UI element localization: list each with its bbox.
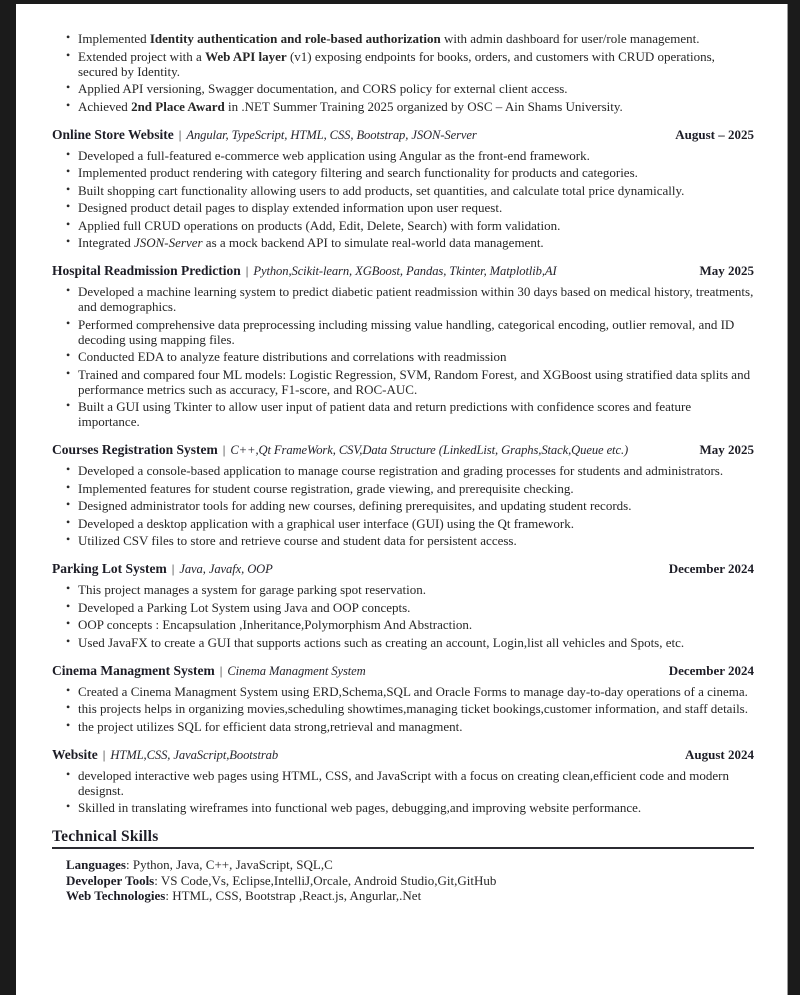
title-separator: | (178, 126, 182, 142)
text-segment: Achieved (78, 98, 132, 114)
project-title-line (52, 747, 685, 763)
project-date: May 2025 (699, 263, 754, 278)
project-entry (52, 663, 754, 734)
text-segment: Developed a console-based application to manage course registration and grading processes for students and administrators. (78, 463, 724, 478)
project-entry (52, 747, 754, 816)
intro-bullet-list (52, 31, 754, 114)
project-title-line (52, 561, 669, 577)
text-segment: Performed comprehensive data preprocessing including missing value handling, categorical encoding, outlier removal, and ID decoding using mapping files. (78, 316, 735, 347)
text-segment: Trained and compared four ML models: Logistic Regression, SVM, Random Forest, and XGBoost using stratified data splits and performance metrics such as accuracy, F1-score, and ROC-AUC. (78, 366, 751, 397)
text-segment: Identity authentication and role-based authorization (149, 31, 441, 46)
title-separator: | (219, 662, 223, 678)
text-segment: Applied full CRUD operations on products (Add, Edit, Delete, Search) with form validation. (78, 217, 561, 233)
skills-label: Web Technologies (66, 888, 166, 903)
skills-value: HTML, CSS, Bootstrap ,React.js, Angurlar,.Net (172, 888, 422, 903)
text-segment: Implemented features for student course registration, grade viewing, and prerequisite checking. (78, 480, 574, 496)
bullet-item (66, 31, 754, 46)
bullet-item (66, 463, 754, 478)
skills-value: VS Code,Vs, Eclipse,IntelliJ,Orcale, Android Studio,Git,GitHub (160, 872, 497, 888)
bullet-item (66, 684, 754, 699)
skills-label: Developer Tools (66, 872, 155, 888)
project-date: December 2024 (668, 561, 754, 576)
project-entry (52, 442, 754, 548)
project-date: December 2024 (668, 662, 754, 678)
project-title: Hospital Readmission Prediction (52, 263, 241, 278)
title-separator: | (245, 263, 249, 278)
bullet-item (66, 148, 754, 163)
bullet-item (66, 317, 754, 347)
text-segment: in .NET Summer Training 2025 organized by OSC – Ain Shams University. (224, 98, 623, 114)
project-bullet-list (52, 148, 754, 251)
project-header (52, 263, 754, 279)
text-segment: Utilized CSV files to store and retrieve course and student data for persistent access. (78, 533, 517, 548)
text-segment: Extended project with a (78, 48, 206, 64)
bullet-item (66, 533, 754, 548)
text-segment: Integrated (78, 235, 134, 250)
text-segment: Used JavaFX to create a GUI that supports actions such as creating an account, Login,list all vehicles and Spots, etc. (78, 634, 685, 650)
project-title: Website (52, 746, 98, 762)
text-segment: Developed a desktop application with a graphical user interface (GUI) using the Qt framework. (78, 515, 574, 531)
project-title-line (52, 663, 669, 679)
text-segment: Developed a Parking Lot System using Java and OOP concepts. (78, 599, 411, 615)
bullet-item (66, 600, 754, 615)
skills-row (66, 857, 754, 873)
text-segment: the project utilizes SQL for efficient data strong,retrieval and managment. (78, 718, 463, 734)
title-separator: | (222, 442, 226, 457)
project-title: Online Store Website (52, 126, 174, 142)
text-segment: 2nd Place Award (131, 98, 225, 114)
project-bullet-list (52, 463, 754, 548)
bullet-item (66, 284, 754, 314)
project-stack: C++,Qt FrameWork, CSV,Data Structure (LinkedList, Graphs,Stack,Queue etc.) (230, 443, 629, 457)
bullet-item (66, 81, 754, 96)
text-segment: Created a Cinema Managment System using ERD,Schema,SQL and Oracle Forms to manage day-to-day operations of a cinema. (78, 683, 748, 699)
skills-value: Python, Java, C++, JavaScript, SQL,C (132, 857, 333, 872)
skills-row (66, 873, 754, 889)
bullet-item (66, 99, 754, 114)
project-date: May 2025 (699, 442, 754, 457)
project-header (52, 663, 754, 679)
title-separator: | (171, 561, 175, 576)
bullet-item (66, 768, 754, 798)
project-bullet-list (52, 684, 754, 734)
bullet-item (66, 200, 754, 215)
title-separator: | (102, 746, 106, 762)
text-segment: Designed administrator tools for adding new courses, defining prerequisites, and updating student records. (78, 498, 632, 513)
project-header (52, 442, 754, 458)
skills-rows (52, 857, 754, 904)
project-entry (52, 127, 754, 251)
section-rule (52, 847, 754, 849)
project-stack: Python,Scikit-learn, XGBoost, Pandas, Tkinter, Matplotlib,AI (253, 264, 557, 278)
project-entry (52, 263, 754, 429)
project-title: Parking Lot System (52, 561, 167, 576)
text-segment: Conducted EDA to analyze feature distributions and correlations with readmission (78, 349, 507, 364)
text-segment: Built shopping cart functionality allowing users to add products, set quantities, and calculate total price dynamically. (78, 182, 685, 198)
resume-content (16, 4, 787, 904)
bullet-item (66, 719, 754, 734)
bullet-item (66, 498, 754, 513)
text-segment: as a mock backend API to simulate real-world data management. (202, 235, 544, 250)
project-header (52, 127, 754, 143)
bullet-item (66, 49, 754, 79)
bullet-item (66, 635, 754, 650)
bullet-item (66, 582, 754, 597)
project-bullet-list (52, 284, 754, 429)
bullet-item (66, 218, 754, 233)
project-header (52, 747, 754, 763)
bullet-item (66, 349, 754, 364)
text-segment: Developed a full-featured e-commerce web application using Angular as the front-end framework. (78, 147, 590, 163)
resume-page (16, 4, 788, 995)
text-segment: JSON-Server (133, 235, 203, 250)
text-segment: (v1) exposing endpoints for books, orders, and customers with CRUD operations, secured by Identity. (78, 48, 715, 79)
project-bullet-list (52, 582, 754, 650)
text-segment: OOP concepts : Encapsulation ,Inheritance,Polymorphism And Abstraction. (78, 617, 473, 632)
text-segment: with admin dashboard for user/role management. (440, 31, 700, 46)
text-segment: this projects helps in organizing movies,scheduling showtimes,managing ticket bookings,customer information, and staff details. (78, 701, 748, 716)
bullet-item (66, 399, 754, 429)
skills-label: Languages (66, 857, 126, 872)
text-segment: Developed a machine learning system to predict diabetic patient readmission within 30 days based on medical history, treatments, and demographics. (78, 284, 754, 314)
technical-skills-section (52, 829, 754, 904)
bullet-item (66, 516, 754, 531)
skills-row (66, 888, 754, 904)
project-stack: Cinema Managment System (227, 663, 366, 678)
project-title-line (52, 127, 675, 143)
skills-colon: : (125, 857, 133, 872)
project-stack: Java, Javafx, OOP (179, 562, 273, 576)
bullet-item (66, 367, 754, 397)
project-stack: HTML,CSS, JavaScript,Bootstrab (110, 747, 279, 762)
skills-colon: : (154, 872, 161, 888)
text-segment: Applied API versioning, Swagger documentation, and CORS policy for external client access. (78, 81, 568, 96)
bullet-item (66, 165, 754, 180)
bullet-item (66, 183, 754, 198)
bullet-item (66, 481, 754, 496)
text-segment: Implemented product rendering with category filtering and search functionality for products and categories. (78, 165, 638, 180)
project-bullet-list (52, 768, 754, 816)
bullet-item (66, 701, 754, 716)
text-segment: Built a GUI using Tkinter to allow user input of patient data and return predictions with confidence scores and feature importance. (78, 399, 692, 429)
project-title-line (52, 263, 699, 279)
project-stack: Angular, TypeScript, HTML, CSS, Bootstrap, JSON-Server (186, 127, 477, 142)
text-segment: Implemented (78, 31, 150, 46)
project-entry (52, 561, 754, 650)
project-date: August 2024 (685, 746, 754, 762)
text-segment: developed interactive web pages using HTML, CSS, and JavaScript with a focus on creating clean,efficient code and modern designst. (78, 767, 730, 798)
skills-colon: : (165, 888, 173, 903)
text-segment: Web API layer (205, 48, 287, 64)
text-segment: This project manages a system for garage parking spot reservation. (78, 582, 426, 597)
projects-section (52, 127, 754, 816)
project-title: Cinema Managment System (52, 662, 215, 678)
project-header (52, 561, 754, 577)
bullet-item (66, 800, 754, 815)
project-title-line (52, 442, 699, 458)
text-segment: Skilled in translating wireframes into functional web pages, debugging,and improving website performance. (78, 800, 642, 815)
project-title: Courses Registration System (52, 442, 218, 457)
technical-skills-heading: Technical Skills (52, 828, 159, 845)
bullet-item (66, 617, 754, 632)
bullet-item (66, 235, 754, 250)
text-segment: Designed product detail pages to display extended information upon user request. (78, 200, 503, 215)
project-date: August – 2025 (675, 126, 754, 142)
